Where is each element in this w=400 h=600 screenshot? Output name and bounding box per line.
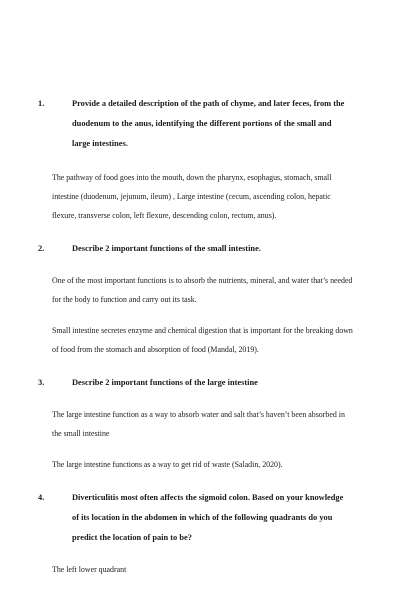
- question-4-number: 4.: [38, 493, 45, 502]
- question-1-text: Provide a detailed description of the path of chyme, and later feces, from the duodenum to the anus, identifying the different portions of the small and large intestines.: [72, 99, 345, 148]
- question-4-row: [0, 488, 400, 548]
- question-3-answer-1: The large intestine function as a way to absorb water and salt that’s haven’t been absorbed in the small intestine: [52, 410, 345, 438]
- question-2-answer-2: Small intestine secretes enzyme and chemical digestion that is important for the breaking down of food from the stomach and absorption of food (Mandal, 2019).: [52, 326, 353, 354]
- question-2-row: [0, 239, 400, 259]
- question-2-text: Describe 2 important functions of the small intestine.: [72, 244, 261, 253]
- question-3-row: [0, 373, 400, 393]
- question-2-number: 2.: [38, 244, 45, 253]
- question-4: [0, 488, 400, 579]
- question-3: [0, 373, 400, 474]
- question-1-row: [0, 94, 400, 154]
- question-4-answer-1: The left lower quadrant: [52, 565, 127, 574]
- question-3-answer-2: The large intestine functions as a way to get rid of waste (Saladin, 2020).: [52, 460, 283, 469]
- question-2-answer-1: One of the most important functions is to absorb the nutrients, mineral, and water that’s needed for the body to function and carry out its task.: [52, 276, 353, 304]
- question-1: [0, 94, 400, 225]
- question-1-number: 1.: [38, 99, 45, 108]
- question-1-answer-1: The pathway of food goes into the mouth, down the pharynx, esophagus, stomach, small intestine (duodenum, jejunum, ileum) , Large intestine (cecum, ascending colon, hepatic flexure, transverse colon, left flexure, descending colon, rectum, anus).: [52, 173, 332, 220]
- question-3-text: Describe 2 important functions of the large intestine: [72, 378, 258, 387]
- question-3-number: 3.: [38, 378, 45, 387]
- question-2: [0, 239, 400, 359]
- question-4-text: Diverticulitis most often affects the sigmoid colon. Based on your knowledge of its location in the abdomen in which of the following quadrants do you predict the location of pain to be?: [72, 493, 344, 542]
